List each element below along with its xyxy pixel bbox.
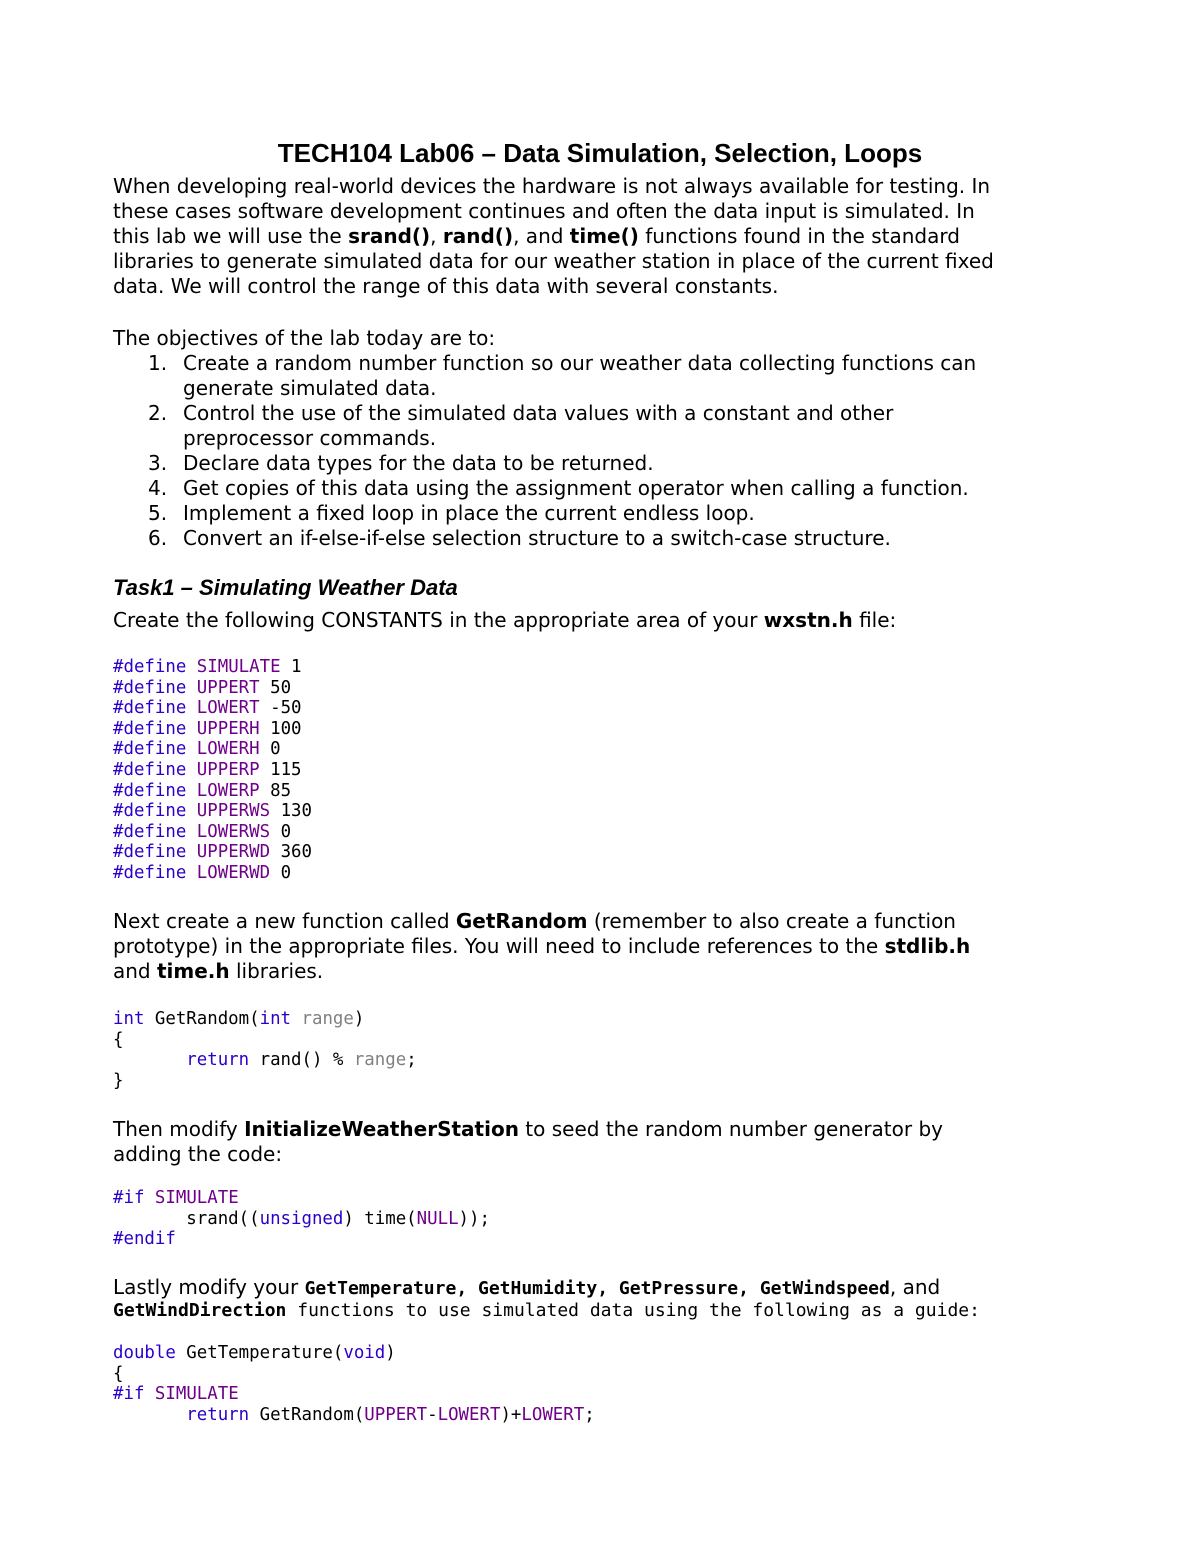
objectives-lead: The objectives of the lab today are to:	[113, 326, 496, 350]
code-line: #define UPPERP 115	[113, 759, 302, 780]
code-line: #define UPPERT 50	[113, 677, 292, 698]
page-title: TECH104 Lab06 – Data Simulation, Selection, Loops	[277, 138, 923, 168]
code-line: #if SIMULATE	[113, 1384, 239, 1405]
code-line: {	[113, 1029, 124, 1050]
intro-line: this lab we will use the srand(), rand(), and time() functions found in the standard	[113, 224, 960, 248]
code-line: #define UPPERWD 360	[113, 842, 312, 863]
code-line: srand((unsigned) time(NULL));	[186, 1208, 490, 1229]
code-line: #define LOWERT -50	[113, 698, 302, 719]
code-line: #endif	[113, 1229, 176, 1250]
list-item: 6. Convert an if-else-if-else selection structure to a switch-case structure.	[148, 526, 891, 550]
simulate-instruction: Lastly modify your GetTemperature, GetHumidity, GetPressure, GetWindspeed, and GetWindDirection functions to use simulated data using the following as a guide:	[113, 1275, 980, 1321]
list-item: 5. Implement a fixed loop in place the current endless loop.	[148, 501, 755, 525]
objectives-list	[148, 351, 1068, 551]
intro-line: data. We will control the range of this data with several constants.	[113, 274, 779, 298]
list-item: 4. Get copies of this data using the assignment operator when calling a function.	[148, 476, 969, 500]
getrandom-instruction: Next create a new function called GetRandom (remember to also create a function prototype) in the appropriate files. You will need to include references to the stdlib.h and time.h libraries.	[113, 909, 971, 983]
seed-code-block	[113, 1188, 490, 1250]
code-line: #define UPPERH 100	[113, 718, 302, 739]
list-item: 1. Create a random number function so our weather data collecting functions can generate simulated data.	[148, 351, 977, 400]
temperature-code-block	[113, 1343, 595, 1425]
seed-instruction: Then modify InitializeWeatherStation to seed the random number generator by adding the code:	[113, 1117, 943, 1166]
intro-paragraph	[113, 174, 1088, 299]
constants-instruction: Create the following CONSTANTS in the appropriate area of your wxstn.h file:	[113, 608, 897, 632]
code-line: #define UPPERWS 130	[113, 801, 312, 822]
code-line: #define LOWERWS 0	[113, 821, 292, 842]
code-line: #define LOWERH 0	[113, 739, 281, 760]
code-line: #define LOWERWD 0	[113, 862, 292, 883]
code-line: #if SIMULATE	[113, 1188, 239, 1208]
defines-code-block	[113, 657, 312, 884]
intro-line: When developing real-world devices the hardware is not always available for testing. In	[113, 174, 991, 198]
intro-line: libraries to generate simulated data for our weather station in place of the current fixed	[113, 249, 994, 273]
intro-line: these cases software development continues and often the data input is simulated. In	[113, 199, 975, 223]
code-line: {	[113, 1363, 124, 1384]
code-line: int GetRandom(int range)	[113, 1009, 365, 1029]
list-item: 3. Declare data types for the data to be returned.	[148, 451, 654, 475]
code-line: double GetTemperature(void)	[113, 1343, 396, 1363]
code-line: #define SIMULATE 1	[113, 657, 302, 677]
code-line: #define LOWERP 85	[113, 780, 292, 801]
task1-heading: Task1 – Simulating Weather Data	[113, 575, 458, 600]
code-line: return rand() % range;	[186, 1050, 417, 1071]
code-line: }	[113, 1070, 124, 1091]
code-line: return GetRandom(UPPERT-LOWERT)+LOWERT;	[186, 1404, 595, 1425]
getrandom-code-block	[113, 1009, 417, 1091]
list-item: 2. Control the use of the simulated data values with a constant and other preprocessor commands.	[148, 401, 894, 450]
